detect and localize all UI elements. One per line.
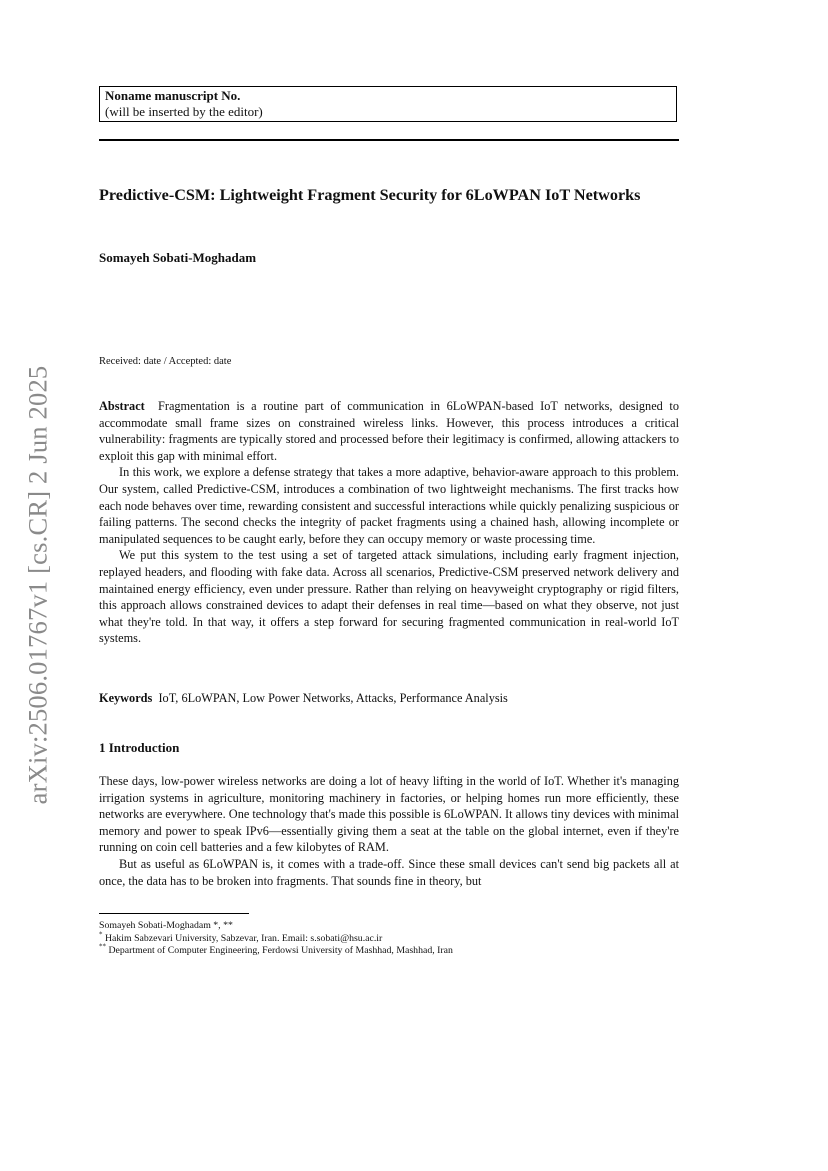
manuscript-note: (will be inserted by the editor) <box>105 104 263 119</box>
abstract-paragraph-2: In this work, we explore a defense strategy that takes a more adaptive, behavior-aware approach to this problem. Our system, called Predictive-CSM, introduces a combination of two lightweight mechanisms. The first tracks how each node behaves over time, rewarding consistent and successful interactions while quickly penalizing suspicious or failing patterns. The second checks the integrity of packet fragments using a chained hash, allowing incomplete or manipulated sequences to be caught early, before they can occupy memory or waste processing time. <box>99 465 679 546</box>
abstract-paragraph-1 <box>99 398 679 464</box>
section-heading-introduction: 1 Introduction <box>99 740 180 755</box>
footnote-affiliation-2 <box>99 942 679 958</box>
footnote-author: Somayeh Sobati-Moghadam *, ** <box>99 920 233 931</box>
paper-author: Somayeh Sobati-Moghadam <box>99 250 257 265</box>
manuscript-box <box>99 86 677 122</box>
received-accepted-line: Received: date / Accepted: date <box>99 356 232 367</box>
header-rule <box>99 139 679 141</box>
affiliation-2-text: Department of Computer Engineering, Ferdowsi University of Mashhad, Mashhad, Iran <box>108 945 453 956</box>
paper-title: Predictive-CSM: Lightweight Fragment Security for 6LoWPAN IoT Networks <box>99 186 641 204</box>
footnotes <box>99 920 679 958</box>
footnote-mark-1: * <box>99 930 103 939</box>
abstract-section <box>99 398 679 647</box>
footnote-affiliation-1 <box>99 930 679 946</box>
intro-paragraph-2: But as useful as 6LoWPAN is, it comes with a trade-off. Since these small devices can't send big packets all at once, the data has to be broken into fragments. That sounds fine in theory, but <box>99 856 679 888</box>
footnote-mark-2: ** <box>99 942 106 951</box>
manuscript-number: Noname manuscript No. <box>105 88 241 103</box>
intro-paragraph-1: These days, low-power wireless networks are doing a lot of heavy lifting in the world of IoT. Whether it's managing irrigation systems in agriculture, monitoring machinery in factories, or helping homes run more efficiently, these networks are everywhere. One technology that's made this possible is 6LoWPAN. It allows tiny devices with minimal memory and power to speak IPv6—essentially giving them a seat at the table on the global internet, even if they're running on coin cell batteries and a few kilobytes of RAM. <box>99 774 679 855</box>
arxiv-identifier: arXiv:2506.01767v1 [cs.CR] 2 Jun 2025 <box>22 365 53 805</box>
footnote-rule <box>99 913 249 914</box>
affiliation-1-text: Hakim Sabzevari University, Sabzevar, Iran. Email: s.sobati@hsu.ac.ir <box>104 932 383 944</box>
keywords-section <box>99 690 679 707</box>
keywords-label: Keywords <box>99 691 153 705</box>
keywords-text: IoT, 6LoWPAN, Low Power Networks, Attacks, Performance Analysis <box>158 691 508 705</box>
arxiv-sidebar-stamp <box>18 350 58 820</box>
abstract-label: Abstract <box>99 399 145 413</box>
abstract-paragraph-3: We put this system to the test using a set of targeted attack simulations, including early fragment injection, replayed headers, and flooding with fake data. Across all scenarios, Predictive-CSM preserved network delivery and maintained energy efficiency, even under pressure. Rather than relying on heavyweight cryptography or rigid filters, this approach allows constrained devices to adapt their defenses in real time—based on what they observe, not just what they're told. In that way, it offers a step forward for securing fragmented communication in real-world IoT systems. <box>99 548 679 646</box>
abstract-text-1: Fragmentation is a routine part of communication in 6LoWPAN-based IoT networks, designed to accommodate small frame sizes on constrained wireless links. However, this process introduces a critical vulnerability: fragments are typically stored and processed before their legitimacy is confirmed, allowing attackers to exploit this gap with minimal effort. <box>99 399 679 463</box>
introduction-section <box>99 773 679 889</box>
